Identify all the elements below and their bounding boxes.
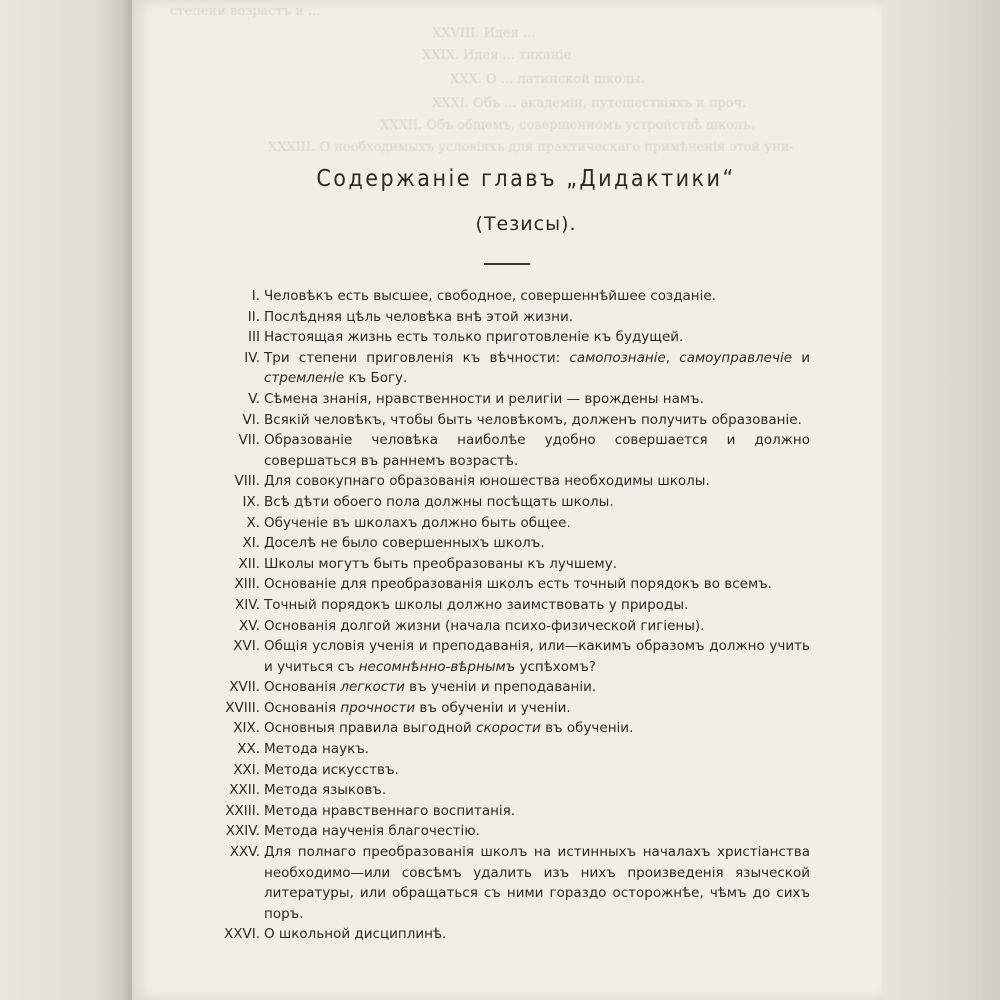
thesis-text: [264, 348, 810, 389]
thesis-text-segment: Школы могутъ быть преобразованы къ лучшему.: [264, 555, 618, 572]
thesis-number: XVII.: [229, 679, 260, 696]
thesis-item: [132, 471, 882, 492]
thesis-text: [264, 471, 810, 492]
thesis-text: [264, 924, 810, 945]
thesis-number: X.: [246, 514, 260, 531]
page-subtitle: (Тезисы).: [475, 213, 577, 235]
thesis-number: XXIV.: [225, 823, 260, 840]
emphasized-text: стремленіе: [264, 370, 345, 387]
thesis-text-segment: Основныя правила выгодной: [264, 720, 477, 737]
thesis-item: [132, 410, 882, 431]
thesis-text: [264, 513, 810, 534]
thesis-item: [132, 574, 882, 595]
thesis-number: I.: [251, 288, 260, 304]
thesis-text-segment: О школьной дисциплинѣ.: [264, 926, 447, 943]
thesis-text: [264, 698, 810, 719]
thesis-text-segment: Метода искусствъ.: [264, 761, 399, 778]
thesis-text: [264, 739, 810, 760]
thesis-item: [132, 636, 882, 677]
thesis-number: XXII.: [229, 782, 260, 799]
thesis-text-segment: Всѣ дѣти обоего пола должны посѣщать школы.: [264, 493, 614, 510]
thesis-text-segment: къ Богу.: [344, 370, 408, 387]
thesis-number: VI.: [242, 411, 260, 428]
thesis-number: VIII.: [234, 473, 260, 490]
emphasized-text: несомнѣнно-вѣрнымъ: [358, 658, 516, 675]
emphasized-text: самопознаніе: [569, 349, 666, 366]
thesis-number: XXV.: [229, 844, 260, 861]
thesis-number: XI.: [242, 535, 260, 552]
thesis-number: XV.: [238, 617, 260, 634]
thesis-text-segment: Основанія долгой жизни (начала психо-физической гигіены).: [264, 617, 705, 634]
thesis-number: XIV.: [234, 596, 260, 613]
thesis-text: [264, 595, 810, 616]
thesis-text: [264, 780, 810, 801]
bleed-line: XXXI. Объ ... академіи, путешествіяхъ и проч.: [432, 96, 747, 111]
page-title: Содержаніе главъ „Дидактики“: [316, 166, 736, 192]
thesis-item: [132, 307, 882, 328]
left-page-edge: [0, 0, 132, 1000]
emphasized-text: прочности: [340, 699, 416, 716]
emphasized-text: самоуправлечіе: [679, 349, 793, 366]
thesis-text-segment: Сѣмена знанія, нравственности и религіи — врождены намъ.: [264, 390, 704, 407]
thesis-item: [132, 492, 882, 513]
thesis-number: XVIII.: [225, 699, 260, 716]
thesis-text-segment: въ обученіи и ученіи.: [415, 699, 571, 716]
thesis-text-segment: въ ученіи и преподаваніи.: [404, 679, 597, 696]
thesis-item: [132, 842, 882, 924]
thesis-text-segment: Метода наукъ.: [264, 741, 370, 758]
thesis-text-segment: Всякій человѣкъ, чтобы быть человѣкомъ, долженъ получить образованіе.: [264, 411, 802, 428]
bleed-line: XXX. О ... латинской школы.: [450, 72, 645, 87]
thesis-item: [132, 739, 882, 760]
thesis-number: XIX.: [233, 720, 260, 737]
thesis-item: [132, 430, 882, 471]
thesis-text: [264, 389, 810, 410]
thesis-text-segment: въ обученіи.: [540, 720, 634, 737]
thesis-text-segment: Настоящая жизнь есть только приготовленіе къ будущей.: [264, 329, 684, 346]
thesis-text: [264, 760, 810, 781]
thesis-text-segment: Для совокупнаго образованія юношества необходимы школы.: [264, 473, 710, 490]
emphasized-text: легкости: [340, 679, 405, 696]
thesis-number: XXIII.: [225, 802, 260, 819]
thesis-text-segment: Человѣкъ есть высшее, свободное, совершеннѣйшее созданіе.: [264, 288, 716, 304]
bleed-line: XXXIII. О необходимыхъ условіяхъ для практическаго примѣненія этой уни-: [268, 140, 794, 155]
thesis-text-segment: Основанія: [264, 679, 341, 696]
thesis-number: XXVI.: [223, 926, 260, 943]
thesis-number: IV.: [244, 349, 260, 366]
thesis-text: [264, 801, 810, 822]
right-background: [882, 0, 1000, 1000]
thesis-text-segment: Метода языковъ.: [264, 782, 387, 799]
thesis-text-segment: Обученіе въ школахъ должно быть общее.: [264, 514, 571, 531]
thesis-text: [264, 574, 810, 595]
thesis-item: [132, 533, 882, 554]
thesis-number: II.: [247, 308, 260, 325]
thesis-number: XX.: [237, 741, 260, 758]
bleed-through-text: [132, 0, 882, 155]
thesis-text-segment: Три степени приговленія къ вѣчности:: [264, 349, 570, 366]
thesis-item: [132, 780, 882, 801]
thesis-number: IX.: [242, 493, 260, 510]
thesis-number: V.: [248, 390, 260, 407]
thesis-text: [264, 430, 810, 471]
thesis-text: [264, 821, 810, 842]
thesis-text: [264, 307, 810, 328]
thesis-text: [264, 286, 810, 307]
thesis-number: XVI.: [233, 638, 260, 655]
thesis-item: [132, 821, 882, 842]
thesis-item: [132, 554, 882, 575]
thesis-text: [264, 554, 810, 575]
thesis-item: [132, 760, 882, 781]
bleed-line: XXXII. Объ общемъ, совершенномъ устройствѣ школъ.: [380, 118, 755, 133]
thesis-number: XXI.: [233, 761, 260, 778]
thesis-text: [264, 718, 810, 739]
thesis-item: [132, 698, 882, 719]
theses-list: [132, 286, 882, 945]
bleed-line: XXVIII. Идея ...: [432, 26, 536, 41]
thesis-text-segment: Образованіе человѣка наиболѣе удобно совершается и должно совершаться въ раннемъ возрастѣ.: [264, 432, 810, 469]
thesis-item: [132, 595, 882, 616]
thesis-item: [132, 327, 882, 348]
thesis-item: [132, 389, 882, 410]
thesis-text-segment: успѣхомъ?: [515, 658, 596, 675]
thesis-number: VII.: [238, 432, 260, 449]
thesis-item: [132, 616, 882, 637]
thesis-text-segment: Основанія: [264, 699, 341, 716]
thesis-text-segment: Метода наученія благочестію.: [264, 823, 480, 840]
thesis-item: [132, 513, 882, 534]
thesis-text-segment: Послѣдняя цѣль человѣка внѣ этой жизни.: [264, 308, 574, 325]
thesis-item: [132, 924, 882, 945]
thesis-text-segment: Общія условія ученія и преподаванія, или—какимъ образомъ должно учить и учиться съ: [264, 638, 810, 675]
thesis-text: [264, 327, 810, 348]
thesis-text: [264, 842, 810, 924]
thesis-item: [132, 286, 882, 307]
thesis-number: III: [248, 329, 260, 346]
thesis-number: XII.: [238, 555, 260, 572]
title-divider: [484, 263, 530, 265]
thesis-number: XIII.: [234, 576, 260, 593]
bleed-line: степени возрастъ и ...: [170, 4, 321, 19]
thesis-text-segment: Основаніе для преобразованія школъ есть точный порядокъ во всемъ.: [264, 576, 772, 593]
thesis-text-segment: и: [792, 349, 810, 366]
thesis-text: [264, 677, 810, 698]
thesis-text-segment: Доселѣ не было совершенныхъ школъ.: [264, 535, 545, 552]
emphasized-text: скорости: [476, 720, 541, 737]
bleed-line: XXIX. Идея ... тиканіе: [422, 48, 572, 63]
thesis-text-segment: Метода нравственнаго воспитанія.: [264, 802, 516, 819]
thesis-text-segment: Точный порядокъ школы должно заимствовать у природы.: [264, 596, 689, 613]
thesis-item: [132, 677, 882, 698]
thesis-item: [132, 348, 882, 389]
thesis-text: [264, 636, 810, 677]
thesis-text-segment: ,: [665, 349, 680, 366]
thesis-text: [264, 492, 810, 513]
thesis-text: [264, 616, 810, 637]
thesis-item: [132, 801, 882, 822]
thesis-text: [264, 410, 810, 431]
thesis-text-segment: Для полнаго преобразованія школъ на истинныхъ началахъ христіанства необходимо—или совсѣмъ удалить изъ нихъ произведенія языческой литературы, или обращаться съ ними гораздо осторожнѣе, чѣмъ до сихъ поръ.: [264, 844, 810, 922]
thesis-text: [264, 533, 810, 554]
book-page: [132, 0, 882, 1000]
thesis-item: [132, 718, 882, 739]
